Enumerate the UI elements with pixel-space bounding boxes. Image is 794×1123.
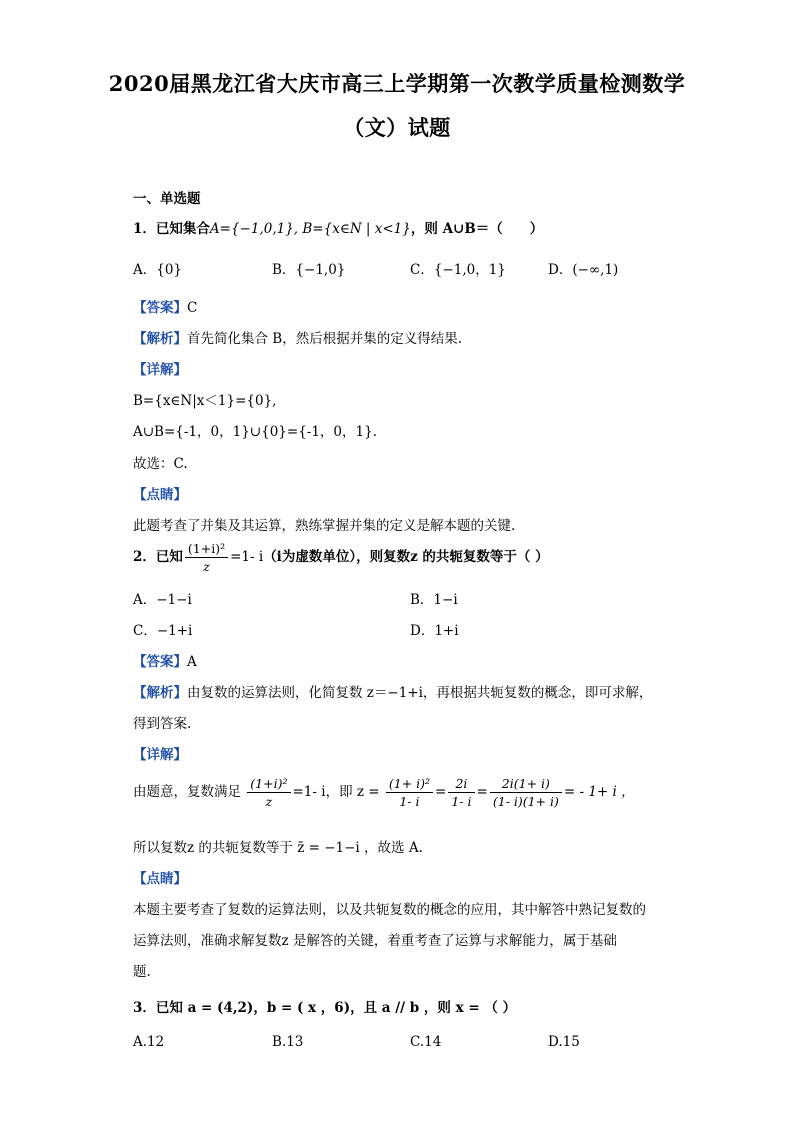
q2-detail-equation: 由题意，复数满足 $\frac{\text{(1+i)²}}{z}$ =1- i，即 z = $\frac{\text{(1+ i)²}}{1- i}$ = $\frac{2i}{1- i}$ = $\frac{2i(1+ i)}{(1- i)(1+ i)}$ = - 1+ i ， [133, 776, 635, 809]
q1-detail-tag: 【详解】 [133, 362, 187, 378]
q2-comment-line: 本题主要考查了复数的运算法则，以及共轭复数的概念的应用，其中解答中熟记复数的 [133, 902, 646, 918]
section-heading: 一、单选题 [133, 191, 201, 207]
q2-option-c: C．−1+i [133, 623, 193, 639]
q2-fraction: $\frac{\text{(1+i)²}}{z}$ [185, 540, 228, 575]
fraction: $\frac{\text{(1+i)²}}{z}$ [247, 775, 290, 810]
q2-prefix: 2．已知 [133, 549, 183, 565]
q1-analysis [133, 327, 462, 347]
q1-suffix: ，则 A∪B＝（ ） [410, 221, 544, 237]
question-3-stem: 3．已知 a = (4,2)，b = ( x ，6)，且 a // b ，则 x = （ ） [133, 1000, 517, 1016]
q1-option-c: C．{−1,0，1} [410, 262, 506, 278]
q3-option-c: C.14 [410, 1034, 442, 1050]
q2-comment-line: 题. [133, 964, 151, 980]
document-title-line1: 2020届黑龙江省大庆市高三上学期第一次教学质量检测数学 [108, 71, 686, 96]
q2-comment-tag: 【点睛】 [133, 871, 187, 887]
q1-option-b: B．{−1,0} [272, 262, 346, 278]
q2-comment-line: 运算法则，准确求解复数z 是解答的关键，着重考查了运算与求解能力，属于基础 [133, 933, 617, 949]
question-1-stem [133, 217, 543, 237]
answer-tag: 【答案】 [133, 300, 187, 316]
answer-value: C [187, 300, 198, 316]
fraction: $\frac{2i(1+ i)}{(1- i)(1+ i)}$ [490, 775, 562, 810]
q1-option-d: D．(−∞,1) [548, 262, 619, 278]
document-title-line2: （文）试题 [343, 115, 451, 140]
q1-option-a: A．{0} [133, 262, 183, 278]
q2-detail-tag: 【详解】 [133, 747, 187, 763]
q2-option-d: D．1+i [410, 623, 459, 639]
analysis-text: 首先简化集合 B，然后根据并集的定义得结果. [187, 331, 463, 347]
q2-eq: =1- i [230, 549, 264, 565]
fraction: $\frac{2i}{1- i}$ [448, 775, 474, 810]
analysis-tag: 【解析】 [133, 331, 187, 347]
q3-option-a: A.12 [133, 1034, 165, 1050]
q2-detail-line2: 所以复数z 的共轭复数等于 z̄ = −1−i ，故选 A. [133, 840, 423, 856]
q2-analysis-line1: 【解析】由复数的运算法则，化简复数 z＝−1+i，再根据共轭复数的概念，即可求解， [133, 685, 653, 701]
q1-comment: 此题考查了并集及其运算，熟练掌握并集的定义是解本题的关键. [133, 518, 516, 534]
q2-option-b: B．1−i [410, 592, 458, 608]
q3-option-d: D.15 [548, 1034, 580, 1050]
q1-detail-line: B={x∈N|x＜1}={0}, [133, 393, 277, 409]
q2-suffix: （i为虚数单位），则复数z 的共轭复数等于（ ） [263, 549, 549, 565]
q2-option-a: A．−1−i [133, 592, 192, 608]
q1-comment-tag: 【点睛】 [133, 487, 187, 503]
q1-answer [133, 296, 197, 316]
q3-option-b: B.13 [272, 1034, 304, 1050]
q1-sets: A={−1,0,1}, B={x∈N | x<1} [209, 221, 411, 237]
fraction: $\frac{\text{(1+ i)²}}{1- i}$ [386, 775, 433, 810]
q2-answer: 【答案】A [133, 654, 197, 670]
question-2-stem [133, 540, 549, 575]
q1-detail-line: 故选：C. [133, 456, 188, 472]
q1-prefix: 1．已知集合 [133, 221, 210, 237]
q2-analysis-line2: 得到答案. [133, 716, 192, 732]
q1-detail-line: A∪B={-1，0，1}∪{0}={-1，0，1}. [133, 424, 377, 440]
